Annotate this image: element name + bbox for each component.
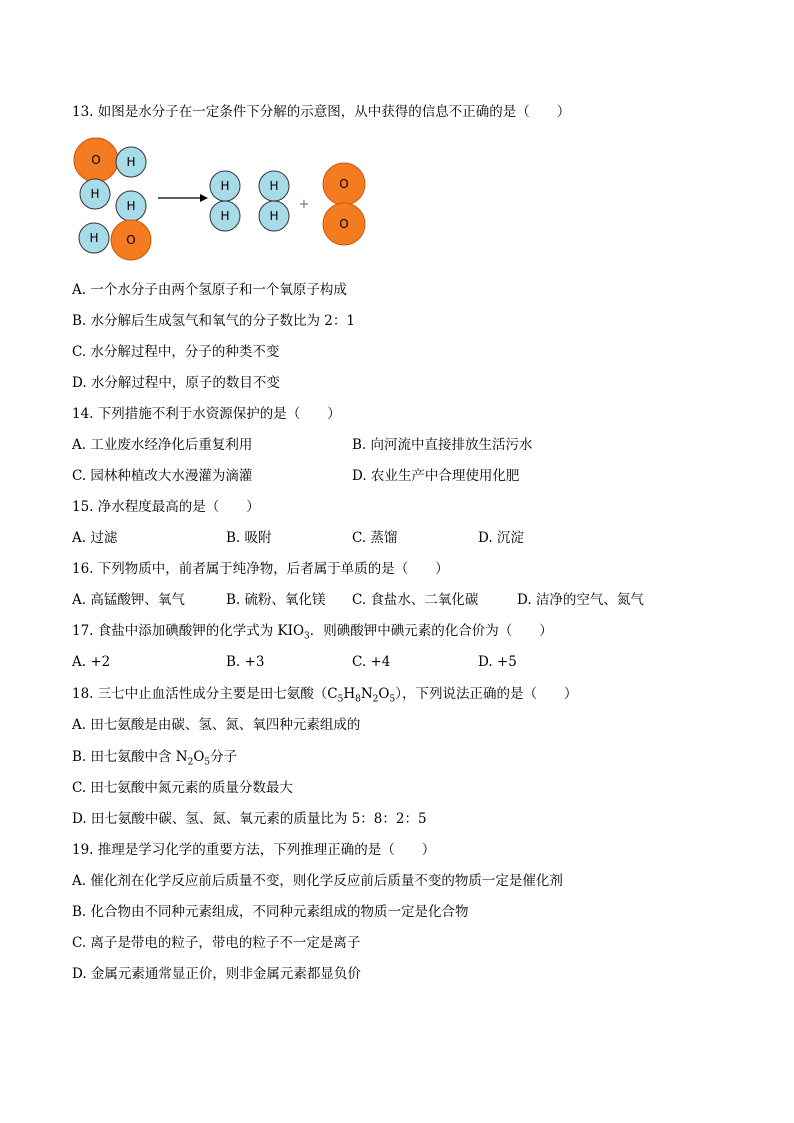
oxygen-atom-label: O (126, 233, 136, 247)
q16-option-a[interactable]: A. 高锰酸钾、氧气 (72, 592, 185, 608)
q14-option-a[interactable]: A. 工业废水经净化后重复利用 (72, 437, 253, 453)
hydrogen-atom-label: H (220, 179, 230, 193)
q19-option-c[interactable]: C. 离子是带电的粒子，带电的粒子不一定是离子 (72, 935, 361, 951)
q13-option-b[interactable]: B. 水分解后生成氢气和氧气的分子数比为 2：1 (72, 313, 355, 329)
oxygen-atom-label: O (339, 217, 349, 231)
q15-option-b[interactable]: B. 吸附 (226, 530, 272, 546)
q15-option-c[interactable]: C. 蒸馏 (352, 530, 398, 546)
q19-stem: 19. 推理是学习化学的重要方法，下列推理正确的是（ ） (72, 842, 436, 858)
hydrogen-atom-label: H (269, 179, 279, 193)
q19-option-a[interactable]: A. 催化剂在化学反应前后质量不变，则化学反应前后质量不变的物质一定是催化剂 (72, 873, 563, 889)
q13-stem: 13. 如图是水分子在一定条件下分解的示意图，从中获得的信息不正确的是（ ） (72, 104, 571, 120)
q14-option-d[interactable]: D. 农业生产中合理使用化肥 (352, 468, 520, 484)
hydrogen-atom-label: H (269, 209, 279, 223)
q19-option-b[interactable]: B. 化合物由不同种元素组成，不同种元素组成的物质一定是化合物 (72, 904, 469, 920)
q17-option-d[interactable]: D. +5 (478, 654, 517, 670)
q18-option-d[interactable]: D. 田七氨酸中碳、氢、氮、氧元素的质量比为 5：8：2：5 (72, 811, 427, 827)
hydrogen-atom-label: H (220, 209, 230, 223)
q13-option-a[interactable]: A. 一个水分子由两个氢原子和一个氧原子构成 (72, 282, 347, 298)
water-decomposition-diagram (60, 136, 380, 266)
q13-option-d[interactable]: D. 水分解过程中，原子的数目不变 (72, 375, 280, 391)
q18-option-c[interactable]: C. 田七氨酸中氮元素的质量分数最大 (72, 780, 293, 796)
q18-option-a[interactable]: A. 田七氨酸是由碳、氢、氮、氧四种元素组成的 (72, 717, 361, 733)
q13-option-c[interactable]: C. 水分解过程中，分子的种类不变 (72, 344, 280, 360)
q16-option-b[interactable]: B. 硫粉、氧化镁 (226, 592, 326, 608)
q17-option-b[interactable]: B. +3 (226, 654, 265, 670)
plus-sign: + (298, 197, 310, 212)
oxygen-atom-label: O (339, 177, 349, 191)
q15-stem: 15. 净水程度最高的是（ ） (72, 499, 260, 515)
q17-stem: 17. 食盐中添加碘酸钾的化学式为 $KIO_3$．则碘酸钾中碘元素的化合价为（ ） (72, 623, 553, 642)
oxygen-atom-label: O (91, 153, 101, 167)
q14-stem: 14. 下列措施不利于水资源保护的是（ ） (72, 406, 341, 422)
hydrogen-atom-label: H (90, 187, 100, 201)
hydrogen-atom-label: H (89, 231, 99, 245)
q16-stem: 16. 下列物质中，前者属于纯净物，后者属于单质的是（ ） (72, 561, 449, 577)
q15-option-a[interactable]: A. 过滤 (72, 530, 118, 546)
q14-option-c[interactable]: C. 园林种植改大水漫灌为滴灌 (72, 468, 253, 484)
q18-option-b[interactable]: B. 田七氨酸中含 $N_2O_5$分子 (72, 749, 238, 768)
q19-option-d[interactable]: D. 金属元素通常显正价，则非金属元素都显负价 (72, 966, 361, 982)
q15-option-d[interactable]: D. 沉淀 (478, 530, 524, 546)
arrow-head-icon (200, 194, 208, 202)
q16-option-c[interactable]: C. 食盐水、二氧化碳 (352, 592, 479, 608)
q16-option-d[interactable]: D. 洁净的空气、氮气 (517, 592, 644, 608)
q17-option-a[interactable]: A. +2 (72, 654, 111, 670)
q14-option-b[interactable]: B. 向河流中直接排放生活污水 (352, 437, 533, 453)
q18-stem: 18. 三七中止血活性成分主要是田七氨酸$(C_5H_8N_2O_5)$，下列说法正确的是（ ） (72, 686, 578, 705)
q17-option-c[interactable]: C. +4 (352, 654, 391, 670)
hydrogen-atom-label: H (126, 199, 136, 213)
hydrogen-atom-label: H (126, 155, 136, 169)
